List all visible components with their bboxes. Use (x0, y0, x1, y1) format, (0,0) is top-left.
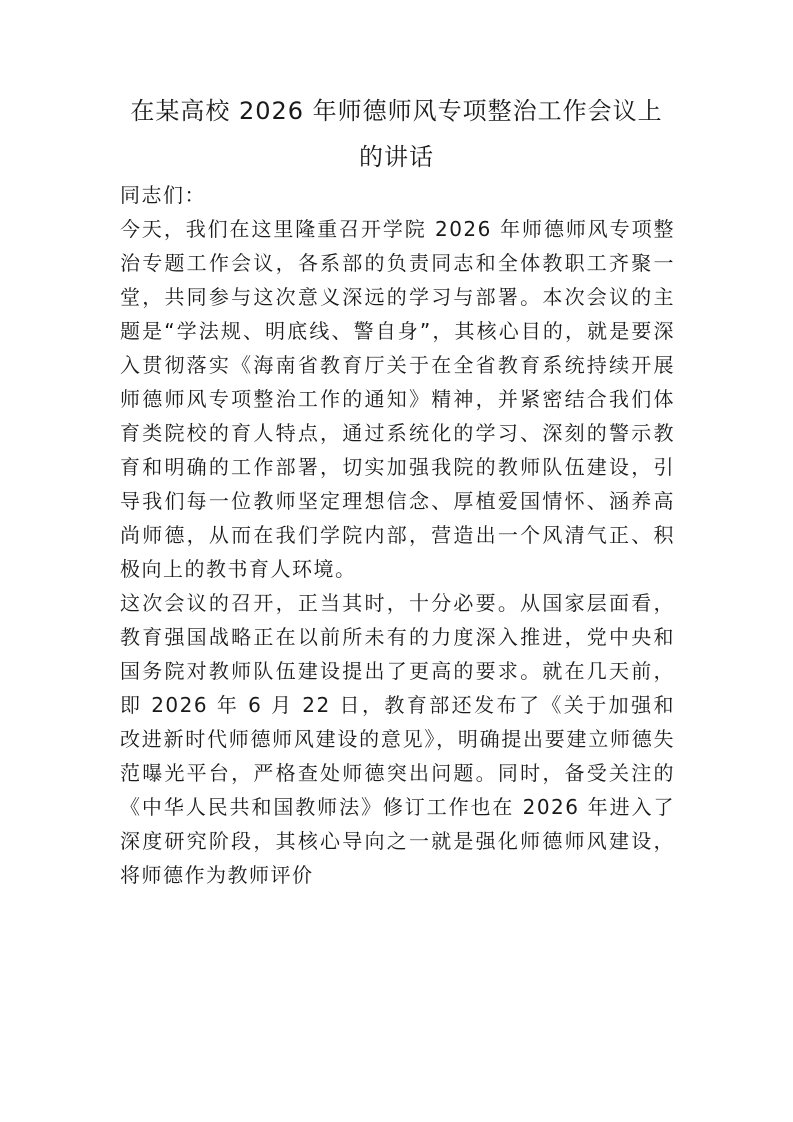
document-title: 在某高校 2026 年师德师风专项整治工作会议上的讲话 (130, 97, 663, 171)
paragraph-2: 这次会议的召开，正当其时，十分必要。从国家层面看，教育强国战略正在以前所未有的力度深入推进，党中央和国务院对教师队伍建设提出了更高的要求。就在几天前，即 2026 年 6 月 22 日，教育部还发布了《关于加强和改进新时代师德师风建设的意见》，明确提出要建立师德失范曝光平台，严格查处师德突出问题。同时，备受关注的《中华人民共和国教师法》修订工作也在 2026 年进入了深度研究阶段，其核心导向之一就是强化师德师风建设，将师德作为教师评价 (120, 591, 675, 887)
document-body (120, 178, 675, 892)
salutation: 同志们： (120, 183, 206, 207)
paragraph-1: 今天，我们在这里隆重召开学院 2026 年师德师风专项整治专题工作会议，各系部的负责同志和全体教职工齐聚一堂，共同参与这次意义深远的学习与部署。本次会议的主题是“学法规、明底线、警自身”，其核心目的，就是要深入贯彻落实《海南省教育厅关于在全省教育系统持续开展师德师风专项整治工作的通知》精神，并紧密结合我们体育类院校的育人特点，通过系统化的学习、深刻的警示教育和明确的工作部署，切实加强我院的教师队伍建设，引导我们每一位教师坚定理想信念、厚植爱国情怀、涵养高尚师德，从而在我们学院内部，营造出一个风清气正、积极向上的教书育人环境。 (120, 217, 675, 581)
